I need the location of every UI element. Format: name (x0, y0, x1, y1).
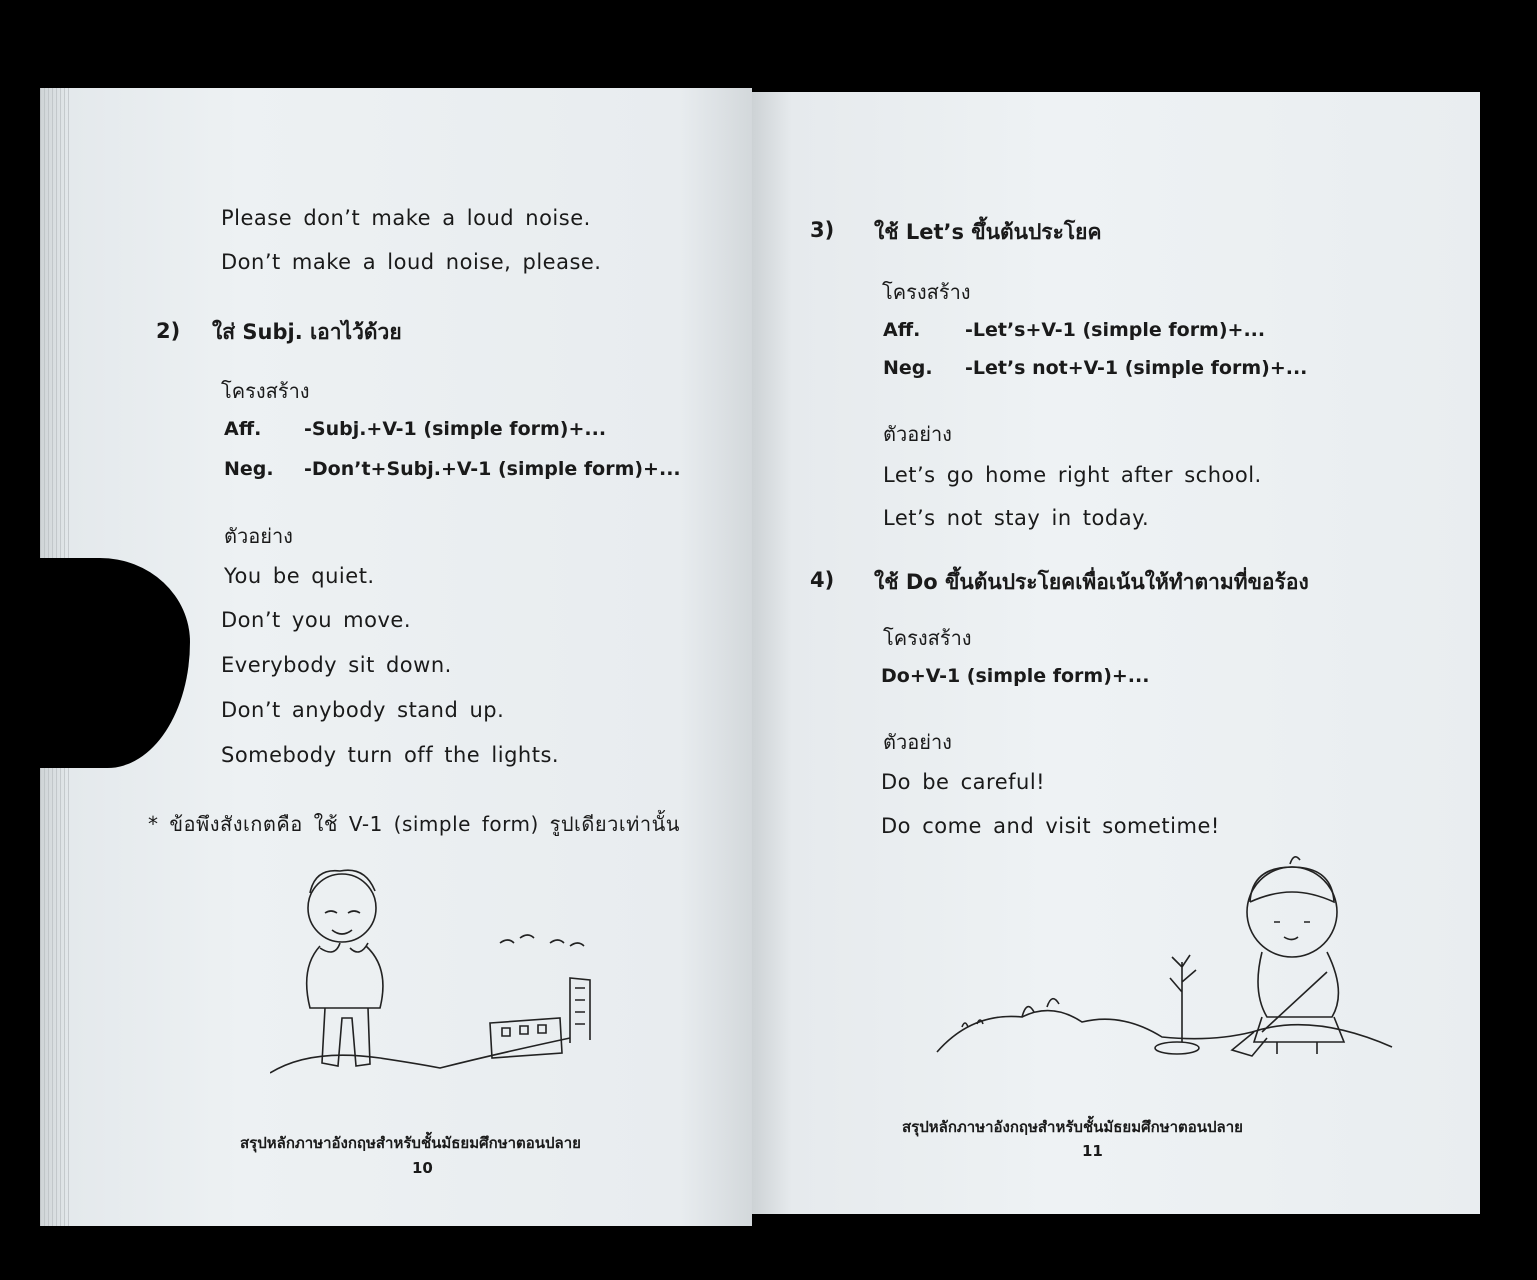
neg-label: Neg. (224, 458, 274, 480)
intro-line: Don’t make a loud noise, please. (221, 250, 602, 274)
section-number: 2) (156, 319, 181, 343)
torn-corner (40, 558, 190, 768)
example-line: Don’t you move. (221, 608, 412, 632)
aff-formula: -Subj.+V-1 (simple form)+... (304, 418, 607, 440)
example-line: Do come and visit sometime! (881, 814, 1220, 838)
structure-label: โครงสร้าง (883, 626, 972, 650)
example-line: Let’s not stay in today. (883, 506, 1150, 530)
example-line: Everybody sit down. (221, 653, 452, 677)
example-line: Do be careful! (881, 770, 1046, 794)
example-label: ตัวอย่าง (883, 730, 952, 754)
boy-illustration (270, 868, 600, 1088)
section-title: ใส่ Subj. เอาไว้ด้วย (212, 320, 402, 344)
example-label: ตัวอย่าง (883, 422, 952, 446)
girl-gardening-illustration (932, 842, 1402, 1072)
section-title: ใช้ Do ขึ้นต้นประโยคเพื่อเน้นให้ทำตามที่ขอร้อง (874, 570, 1309, 594)
section-number: 3) (810, 218, 835, 242)
neg-label: Neg. (883, 357, 933, 379)
aff-label: Aff. (883, 319, 921, 341)
neg-formula: -Don’t+Subj.+V-1 (simple form)+... (304, 458, 681, 480)
structure-label: โครงสร้าง (882, 280, 971, 304)
section-number: 4) (810, 568, 835, 592)
right-page (752, 92, 1480, 1214)
neg-formula: -Let’s not+V-1 (simple form)+... (965, 357, 1308, 379)
intro-line: Please don’t make a loud noise. (221, 206, 591, 230)
page-number: 11 (1082, 1142, 1103, 1160)
footer-title: สรุปหลักภาษาอังกฤษสำหรับชั้นมัธยมศึกษาตอนปลาย (240, 1134, 581, 1152)
left-page (40, 88, 752, 1226)
example-line: Somebody turn off the lights. (221, 743, 560, 767)
example-label: ตัวอย่าง (224, 524, 293, 548)
formula: Do+V-1 (simple form)+... (881, 665, 1150, 687)
structure-label: โครงสร้าง (221, 379, 310, 403)
example-line: Don’t anybody stand up. (221, 698, 505, 722)
example-line: You be quiet. (224, 564, 375, 588)
example-line: Let’s go home right after school. (883, 463, 1262, 487)
footer-title: สรุปหลักภาษาอังกฤษสำหรับชั้นมัธยมศึกษาตอนปลาย (902, 1118, 1243, 1136)
aff-label: Aff. (224, 418, 262, 440)
aff-formula: -Let’s+V-1 (simple form)+... (965, 319, 1266, 341)
section-title: ใช้ Let’s ขึ้นต้นประโยค (874, 220, 1102, 244)
page-number: 10 (412, 1159, 433, 1177)
note: * ข้อพึงสังเกตคือ ใช้ V-1 (simple form) รูปเดียวเท่านั้น (148, 812, 680, 836)
